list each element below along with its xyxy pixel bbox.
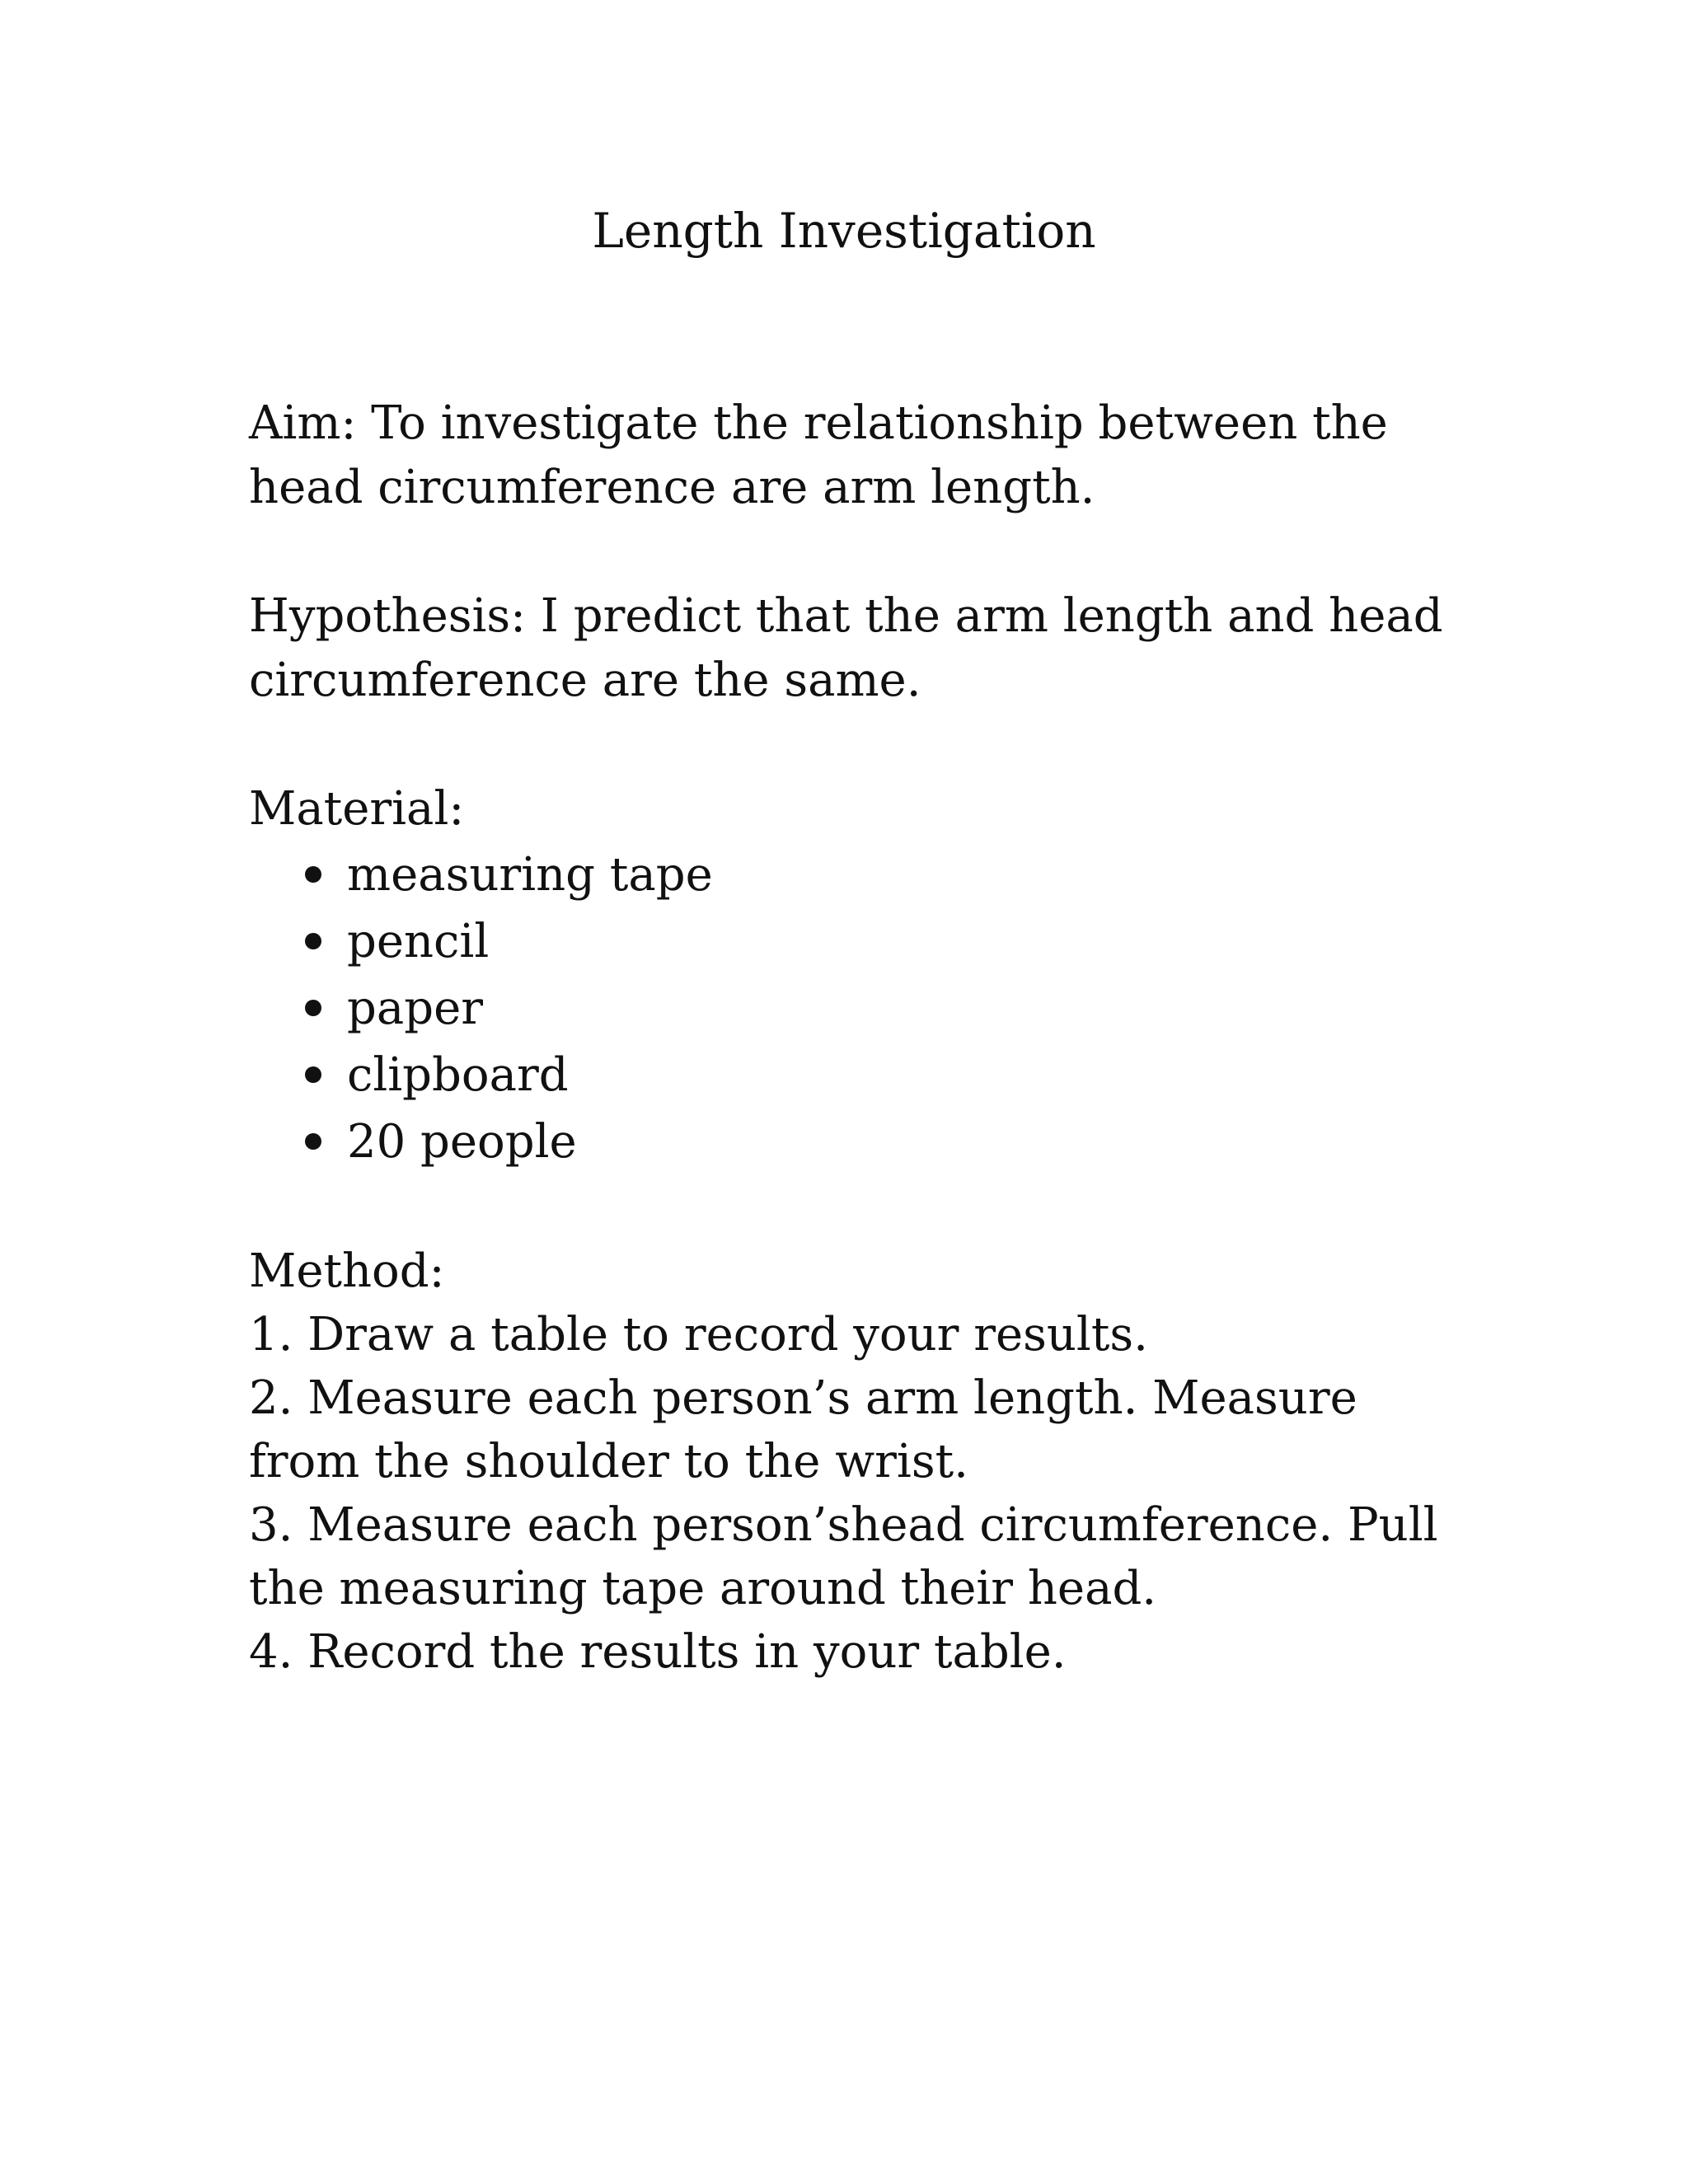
page-title: Length Investigation [592, 203, 1096, 259]
material-item-label: 20 people [347, 1115, 577, 1169]
material-heading: Material: [249, 782, 465, 836]
method-step-line: the measuring tape around their head. [249, 1562, 1157, 1615]
method-step-line: from the shoulder to the wrist. [249, 1435, 968, 1488]
list-item [249, 841, 1485, 908]
method-step-line: 3. Measure each person’shead circumference. Pull [249, 1498, 1438, 1552]
method-step-line: 1. Draw a table to record your results. [249, 1308, 1148, 1361]
bullet-icon [305, 866, 321, 883]
material-item-label: paper [347, 982, 483, 1035]
aim-line: head circumference are arm length. [249, 461, 1095, 514]
material-item-label: clipboard [347, 1048, 569, 1102]
bullet-icon [305, 933, 321, 949]
list-item [249, 1042, 1485, 1108]
bullet-icon [305, 1000, 321, 1016]
paragraph-spacer [249, 520, 1485, 584]
document-body [249, 391, 1485, 1684]
hypothesis-paragraph [249, 584, 1485, 713]
hypothesis-line: Hypothesis: I predict that the arm length and head [249, 589, 1443, 643]
list-item [249, 908, 1485, 975]
list-item [249, 1108, 1485, 1175]
aim-line: Aim: To investigate the relationship between the [249, 396, 1388, 450]
material-list [249, 841, 1485, 1175]
paragraph-spacer [249, 1175, 1485, 1240]
method-section [249, 1240, 1485, 1684]
method-step-line: 2. Measure each person’s arm length. Measure [249, 1371, 1357, 1425]
bullet-icon [305, 1133, 321, 1150]
list-item [249, 975, 1485, 1042]
material-section [249, 777, 1485, 1175]
method-heading: Method: [249, 1244, 445, 1298]
material-item-label: measuring tape [347, 848, 713, 902]
aim-paragraph [249, 391, 1485, 520]
hypothesis-line: circumference are the same. [249, 654, 921, 707]
paragraph-spacer [249, 713, 1485, 777]
material-item-label: pencil [347, 915, 490, 968]
bullet-icon [305, 1066, 321, 1083]
method-step-line: 4. Record the results in your table. [249, 1625, 1067, 1679]
